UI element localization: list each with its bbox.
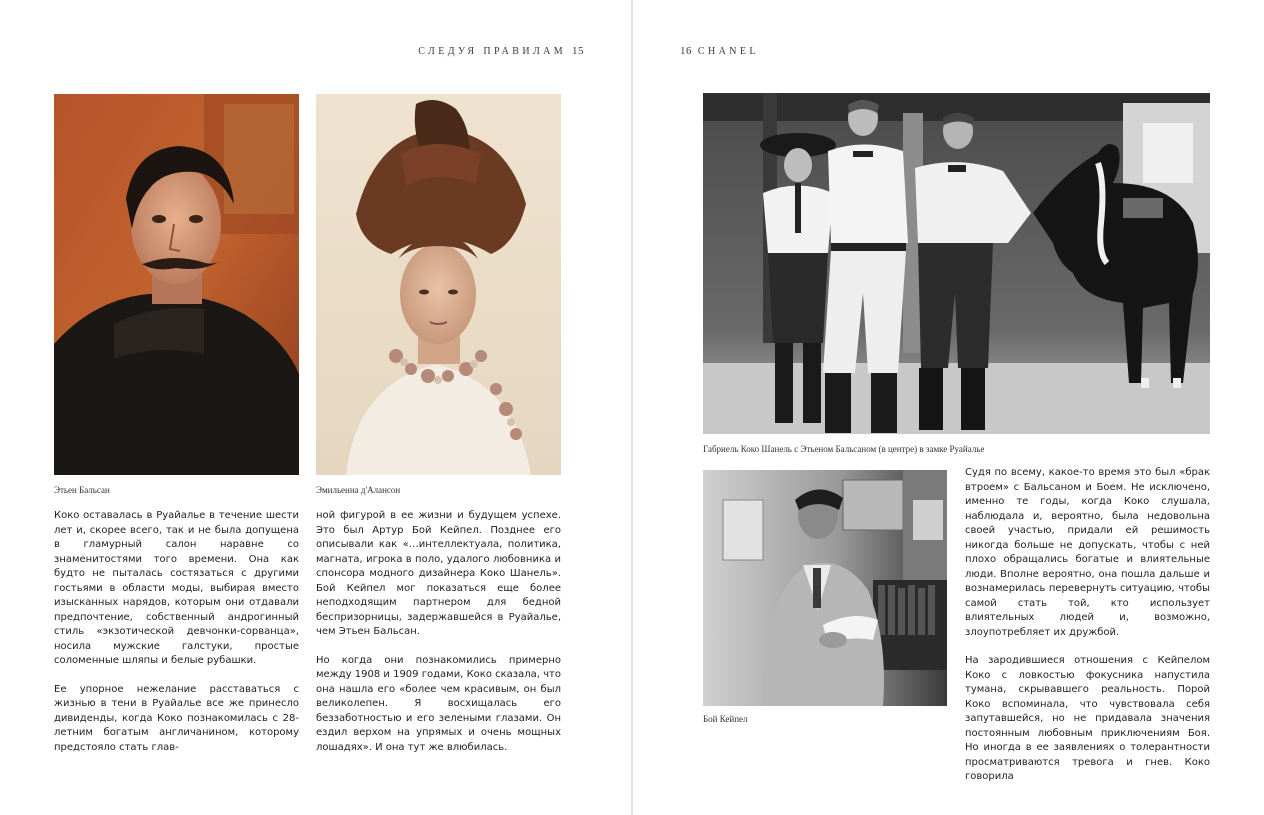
left-column-1 (54, 509, 299, 755)
right-page (633, 0, 1264, 815)
caption-etienne-balsan: Этьен Бальсан (54, 485, 110, 495)
photo-group-with-horse (703, 93, 1210, 434)
page-number: 15 (572, 45, 584, 57)
running-head-title: CHANEL (697, 46, 759, 57)
paragraph: На зародившиеся отношения с Кейпелом Коко с ловкостью фокусника напустила тумана, скрывавшего реальность. Порой Коко вспоминала, что чувствовала себя запутавшейся, но не придавала значения постоянным любовным приключениям Боя. Но иногда в ее заявлениях о толерантности просматриваются тревога и гнев. Коко говорила (965, 655, 1210, 782)
running-head-right (680, 45, 759, 57)
caption-group-photo: Габриель Коко Шанель с Этьеном Бальсаном (в центре) в замке Руайалье (703, 444, 985, 454)
left-column-2 (316, 509, 561, 755)
paragraph: Судя по всему, какое-то время это был «брак втроем» с Бальсаном и Боем. Не исключено, именно те годы, когда Коко слушала, наблюдала и, вероятно, была недовольна своей участью, придали ей решимость никогда больше не допускать, чтобы с ней плохо обращались богатые и влиятельные люди. Вполне вероятно, она пошла дальше и вознамерилась перевернуть ситуацию, чтобы самой стать той, кто использует влиятельных людей и, возможно, злоупотребляет их дружбой. (965, 467, 1210, 638)
photo-emilienne-dalencon (316, 94, 561, 475)
paragraph: Ее упорное нежелание расставаться с жизнью в тени в Руайалье все же принесло дивиденды, когда Коко познакомилась с 28-летним богатым англичанином, которому предстояло стать глав- (54, 683, 299, 753)
left-page (0, 0, 631, 815)
photo-etienne-balsan (54, 94, 299, 475)
running-head-left (418, 45, 584, 57)
right-column (965, 466, 1210, 785)
photo-boy-capel (703, 470, 947, 706)
paragraph: ной фигурой в ее жизни и будущем успехе. Это был Артур Бой Кейпел. Позднее его описывали как «…интеллектуала, политика, магната, игрока в поло, удалого любовника и спонсора модного дизайнера Коко Шанель». Бой Кейпел мог показаться еще более неподходящим партнером для бедной беспризорницы, задержавшейся в Руайалье, чем Этьен Бальсан. (316, 510, 561, 637)
page-number: 16 (680, 45, 692, 57)
caption-boy-capel: Бой Кейпел (703, 714, 748, 724)
paragraph: Но когда они познакомились примерно между 1908 и 1909 годами, Коко сказала, что она нашла его «более чем красивым, он был великолепен. Я восхищалась его беззаботностью и его зелеными глазами. Он ездил верхом на упрямых и очень мощных лошадях». И она тут же влюбилась. (316, 654, 561, 753)
paragraph: Коко оставалась в Руайалье в течение шести лет и, скорее всего, так и не была допущена в гламурный салон наравне со знаменитостями того времени. Она как будто не пыталась состязаться с другими гостьями в области моды, выбирая вместо изысканных нарядов, которым они отдавали предпочтение, собственный андрогинный стиль «экзотической девчонки-сорванца», носила мужские галстуки, простые соломенные шляпы и белые рубашки. (54, 510, 299, 666)
caption-emilienne-dalencon: Эмильенна д'Алансон (316, 485, 401, 495)
running-head-title: СЛЕДУЯ ПРАВИЛАМ (418, 46, 567, 57)
